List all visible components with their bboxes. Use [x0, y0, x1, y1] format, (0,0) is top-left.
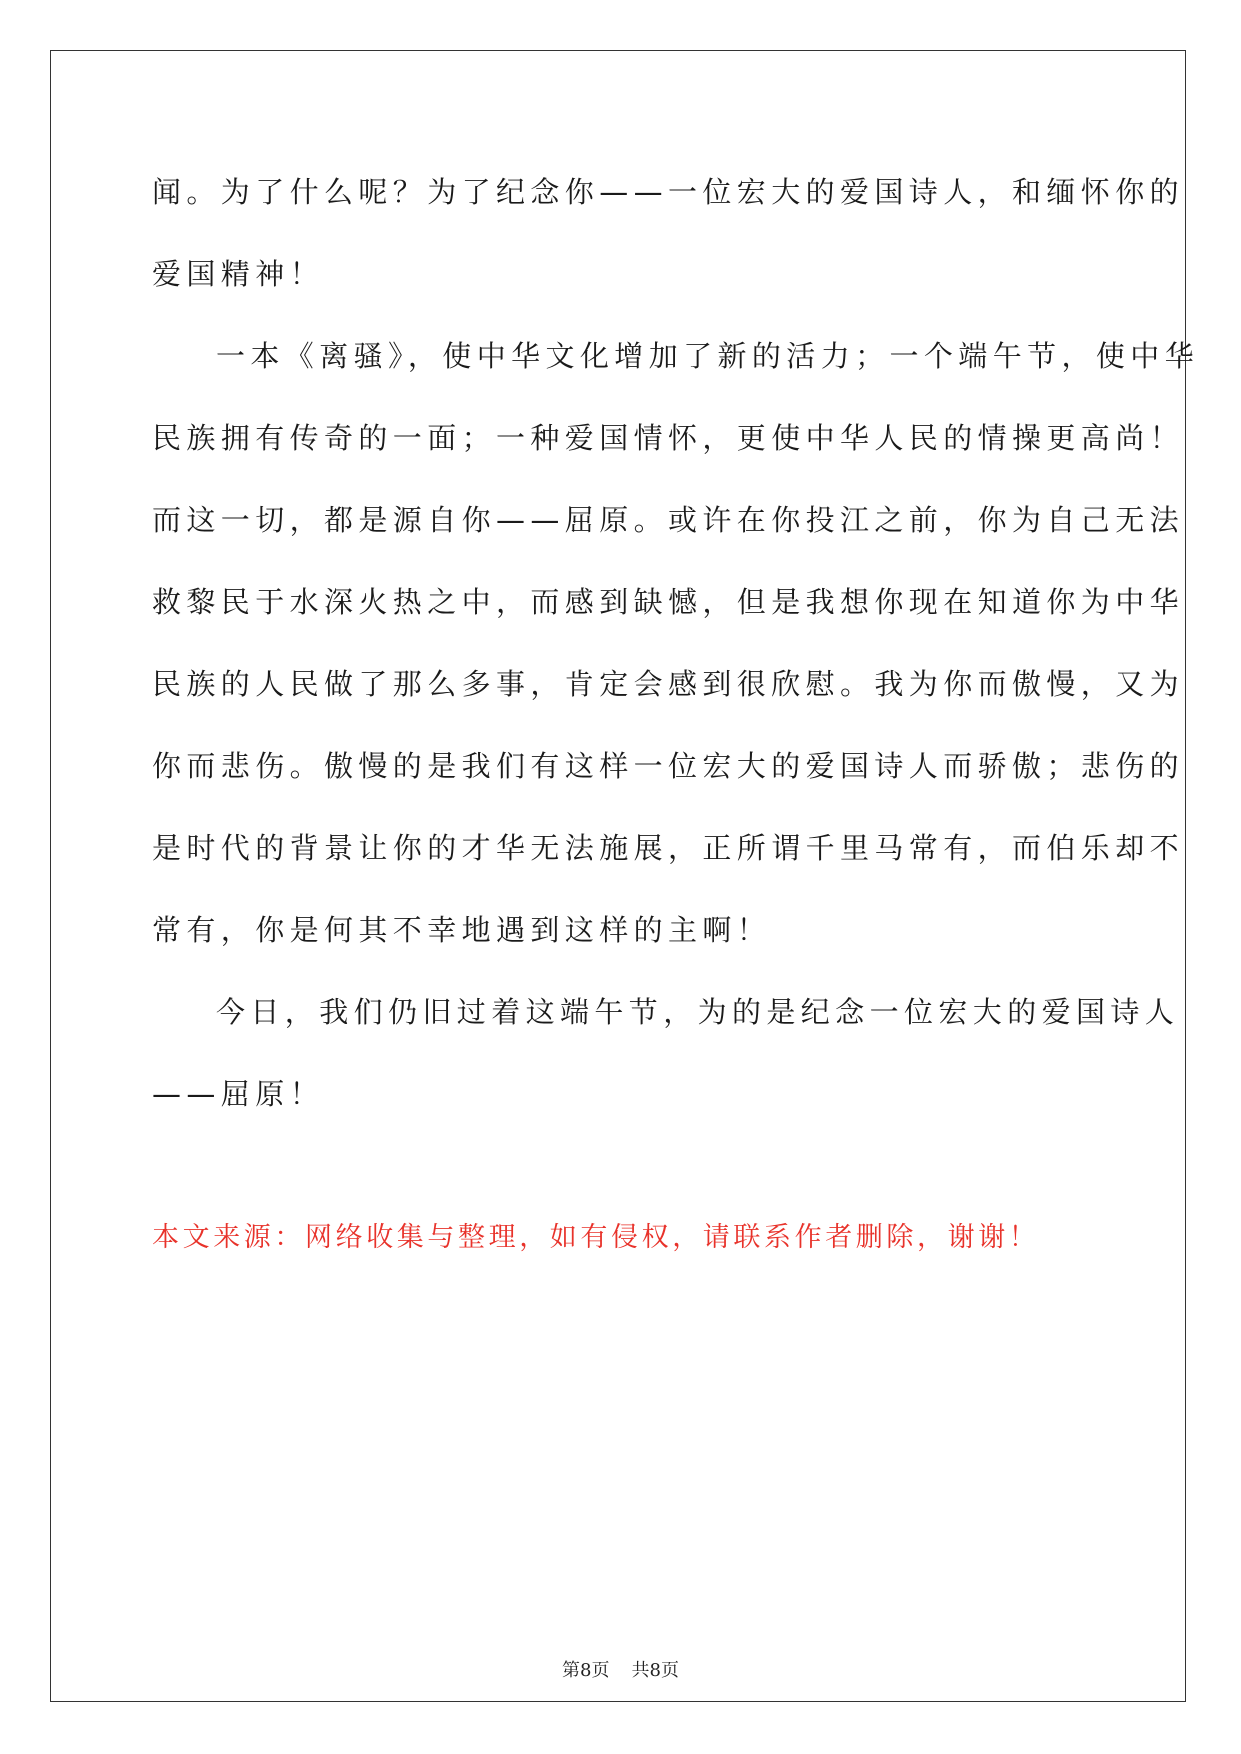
text-line: 而这一切，都是源自你——屈原。或许在你投江之前，你为自己无法	[152, 503, 1185, 537]
text-line: 常有，你是何其不幸地遇到这样的主啊！	[152, 913, 772, 947]
text-line: 民族拥有传奇的一面；一种爱国情怀，更使中华人民的情操更高尚！	[152, 421, 1185, 455]
source-note: 本文来源：网络收集与整理，如有侵权，请联系作者删除，谢谢！	[152, 1222, 1040, 1253]
text-line: 救黎民于水深火热之中，而感到缺憾，但是我想你现在知道你为中华	[152, 585, 1185, 619]
paragraph-start-line: 一本《离骚》，使中华文化增加了新的活力；一个端午节，使中华	[216, 339, 1200, 373]
document-body	[152, 160, 1200, 1144]
text-line: 爱国精神！	[152, 257, 325, 291]
text-line: 闻。为了什么呢？为了纪念你——一位宏大的爱国诗人，和缅怀你的	[152, 175, 1185, 209]
paragraph-start-line: 今日，我们仍旧过着这端午节，为的是纪念一位宏大的爱国诗人	[216, 995, 1180, 1029]
page-footer	[0, 1656, 1241, 1682]
page-number-current: 第8页	[562, 1660, 610, 1681]
page-number-total: 共8页	[631, 1660, 679, 1681]
text-line: 民族的人民做了那么多事，肯定会感到很欣慰。我为你而傲慢，又为	[152, 667, 1185, 701]
text-line: 你而悲伤。傲慢的是我们有这样一位宏大的爱国诗人而骄傲；悲伤的	[152, 749, 1185, 783]
text-line: ——屈原！	[152, 1077, 325, 1111]
text-line: 是时代的背景让你的才华无法施展，正所谓千里马常有，而伯乐却不	[152, 831, 1185, 865]
